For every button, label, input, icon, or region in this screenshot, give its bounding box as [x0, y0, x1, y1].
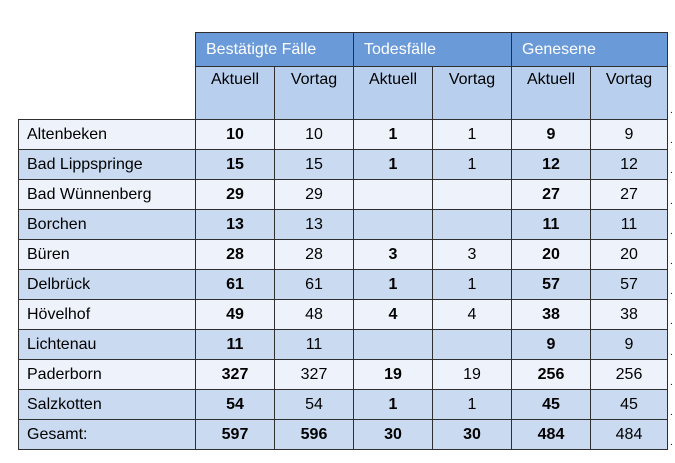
- total-label: Gesamt:: [19, 420, 196, 450]
- table-row: [19, 390, 668, 420]
- value-current: 4: [354, 300, 433, 330]
- municipality-name: Borchen: [19, 210, 196, 240]
- value-previous: 1: [433, 270, 512, 300]
- sub-header-row: [19, 67, 668, 120]
- value-previous: 1: [433, 150, 512, 180]
- municipality-name: Bad Wünnenberg: [19, 180, 196, 210]
- group-header-confirmed: Bestätigte Fälle: [196, 33, 354, 67]
- side-dot: .: [670, 437, 673, 449]
- group-header-deaths: Todesfälle: [354, 33, 512, 67]
- table-row: [19, 300, 668, 330]
- value-current: 484: [512, 420, 591, 450]
- side-dot: .: [670, 195, 673, 207]
- municipality-name: Paderborn: [19, 360, 196, 390]
- value-previous: 45: [591, 390, 668, 420]
- side-dot: .: [670, 376, 673, 388]
- value-current: 9: [512, 330, 591, 360]
- value-previous: 4: [433, 300, 512, 330]
- value-previous: 596: [275, 420, 354, 450]
- sub-header-cell: Aktuell: [354, 67, 433, 120]
- header-spacer: [19, 67, 196, 120]
- value-previous: 38: [591, 300, 668, 330]
- side-dot: .: [670, 346, 673, 358]
- value-previous: 28: [275, 240, 354, 270]
- value-previous: 20: [591, 240, 668, 270]
- value-current: 38: [512, 300, 591, 330]
- value-current: 1: [354, 120, 433, 150]
- value-previous: 61: [275, 270, 354, 300]
- value-previous: 13: [275, 210, 354, 240]
- value-current: 57: [512, 270, 591, 300]
- total-row: [19, 420, 668, 450]
- municipality-name: Büren: [19, 240, 196, 270]
- side-dot: .: [670, 316, 673, 328]
- value-previous: 3: [433, 240, 512, 270]
- side-dot: .: [670, 286, 673, 298]
- sub-header-cell: Vortag: [433, 67, 512, 120]
- municipality-name: Delbrück: [19, 270, 196, 300]
- table-row: [19, 180, 668, 210]
- value-previous: 9: [591, 330, 668, 360]
- value-current: 13: [196, 210, 275, 240]
- value-previous: 15: [275, 150, 354, 180]
- municipality-name: Hövelhof: [19, 300, 196, 330]
- value-current: 15: [196, 150, 275, 180]
- municipality-name: Altenbeken: [19, 120, 196, 150]
- sub-header-cell: Aktuell: [512, 67, 591, 120]
- covid-cases-table: [18, 32, 668, 450]
- value-current: 54: [196, 390, 275, 420]
- side-dot: .: [670, 256, 673, 268]
- value-current: 256: [512, 360, 591, 390]
- value-current: 1: [354, 270, 433, 300]
- value-current: 20: [512, 240, 591, 270]
- value-current: 45: [512, 390, 591, 420]
- value-previous: 10: [275, 120, 354, 150]
- value-current: 1: [354, 150, 433, 180]
- value-current: 3: [354, 240, 433, 270]
- value-previous: [433, 330, 512, 360]
- value-previous: 11: [275, 330, 354, 360]
- side-dots: [670, 96, 673, 458]
- value-current: 49: [196, 300, 275, 330]
- value-previous: 19: [433, 360, 512, 390]
- table-row: [19, 120, 668, 150]
- value-previous: 57: [591, 270, 668, 300]
- value-current: 29: [196, 180, 275, 210]
- table-row: [19, 360, 668, 390]
- value-current: [354, 210, 433, 240]
- value-previous: 256: [591, 360, 668, 390]
- value-current: 27: [512, 180, 591, 210]
- value-previous: [433, 180, 512, 210]
- side-dot: .: [670, 105, 673, 116]
- side-dot: .: [670, 225, 673, 237]
- value-current: 11: [196, 330, 275, 360]
- value-previous: 327: [275, 360, 354, 390]
- value-current: 28: [196, 240, 275, 270]
- side-dot: .: [670, 407, 673, 419]
- sub-header-cell: Vortag: [591, 67, 668, 120]
- sub-header-cell: Aktuell: [196, 67, 275, 120]
- header-spacer: [19, 33, 196, 67]
- value-current: 597: [196, 420, 275, 450]
- value-current: 12: [512, 150, 591, 180]
- value-current: 11: [512, 210, 591, 240]
- value-current: [354, 330, 433, 360]
- value-current: 30: [354, 420, 433, 450]
- table-row: [19, 240, 668, 270]
- value-current: 10: [196, 120, 275, 150]
- group-header-row: [19, 33, 668, 67]
- value-previous: 30: [433, 420, 512, 450]
- value-previous: [433, 210, 512, 240]
- table-row: [19, 210, 668, 240]
- value-current: 327: [196, 360, 275, 390]
- value-current: 1: [354, 390, 433, 420]
- municipality-name: Lichtenau: [19, 330, 196, 360]
- value-previous: 48: [275, 300, 354, 330]
- value-previous: 12: [591, 150, 668, 180]
- value-previous: 1: [433, 120, 512, 150]
- value-current: 9: [512, 120, 591, 150]
- municipality-name: Bad Lippspringe: [19, 150, 196, 180]
- value-previous: 29: [275, 180, 354, 210]
- value-previous: 1: [433, 390, 512, 420]
- table-body: [19, 120, 668, 450]
- sub-header-cell: Vortag: [275, 67, 354, 120]
- value-previous: 11: [591, 210, 668, 240]
- value-previous: 27: [591, 180, 668, 210]
- table-row: [19, 330, 668, 360]
- table-row: [19, 270, 668, 300]
- value-current: 19: [354, 360, 433, 390]
- value-current: [354, 180, 433, 210]
- table-row: [19, 150, 668, 180]
- value-previous: 484: [591, 420, 668, 450]
- municipality-name: Salzkotten: [19, 390, 196, 420]
- group-header-recovered: Genesene: [512, 33, 668, 67]
- value-current: 61: [196, 270, 275, 300]
- value-previous: 54: [275, 390, 354, 420]
- value-previous: 9: [591, 120, 668, 150]
- side-dot: .: [670, 135, 673, 147]
- side-dot: .: [670, 165, 673, 177]
